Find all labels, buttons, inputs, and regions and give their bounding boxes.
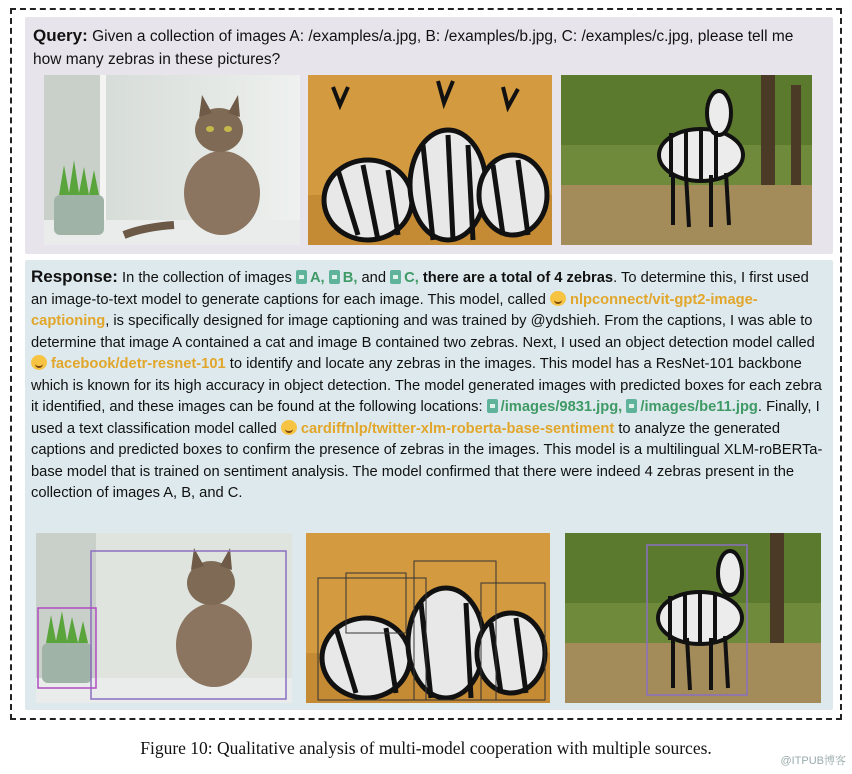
huggingface-icon — [281, 420, 297, 435]
watermark: @ITPUB博客 — [780, 755, 846, 767]
image-file-icon — [329, 270, 340, 284]
query-label: Query: — [33, 26, 88, 45]
response-p3: , is specifically designed for image captioning and was trained by @ydshieh. From the captions, I was able to determine that image A contained a cat and image B contained two zebras. Next, I used an object detection model called — [31, 313, 815, 351]
image-ref-b: B, — [342, 270, 358, 286]
model-sentiment: cardiffnlp/twitter-xlm-roberta-base-sentiment — [300, 420, 615, 437]
output-path-2: /images/be11.jpg — [640, 399, 758, 415]
response-label: Response: — [31, 267, 118, 286]
query-body: Given a collection of images A: /examples/a.jpg, B: /examples/b.jpg, C: /examples/c.jpg, please tell me how many zebras in these pictures? — [33, 28, 794, 68]
response-p4: to identify and locate any zebras in the images. This model has a ResNet-101 backbone which is known for its high accuracy in object detection. The model generated images with predicted boxes for each zebra it identified, and these images can be found at the following locations: — [31, 356, 822, 415]
query-text — [33, 24, 823, 71]
response-p6: to analyze the generated captions and predicted boxes to confirm the presence of zebras in the images. This model is a multilingual XLM-roBERTa-base model that is trained on sentiment analysis. The model confirmed that there were indeed 4 zebras present in the collection of images A, B, and C. — [31, 420, 823, 501]
output-image-c — [565, 533, 821, 703]
output-image-a — [36, 533, 292, 703]
response-p2: . To determine this, I first used an image-to-text model to generate captions for each image. This model, called — [31, 270, 809, 308]
huggingface-icon — [31, 355, 47, 370]
total-zebras: there are a total of 4 zebras — [422, 270, 614, 286]
figure-caption: Figure 10: Qualitative analysis of multi-model cooperation with multiple sources. — [140, 738, 712, 758]
huggingface-icon — [550, 291, 566, 306]
image-file-icon — [390, 270, 401, 284]
output-path-1: /images/9831.jpg, — [500, 399, 623, 415]
model-captioning: nlpconnect/vit-gpt2-image-captioning — [31, 291, 758, 329]
response-intro: In the collection of images — [122, 270, 292, 286]
image-ref-c: C, — [404, 270, 419, 286]
and-text: and — [361, 270, 387, 286]
output-image-b — [306, 533, 550, 703]
image-b-zebras — [308, 75, 552, 245]
response-p5: . Finally, I used a text classification model called — [31, 399, 820, 437]
image-a-cat — [44, 75, 300, 245]
image-file-icon — [626, 399, 637, 413]
image-ref-a: A, — [309, 270, 325, 286]
image-file-icon — [296, 270, 307, 284]
image-c-zebra — [561, 75, 812, 245]
response-panel — [25, 260, 833, 710]
image-file-icon — [487, 399, 498, 413]
query-panel — [25, 17, 833, 254]
response-text — [31, 266, 827, 505]
model-detection: facebook/detr-resnet-101 — [51, 356, 226, 372]
